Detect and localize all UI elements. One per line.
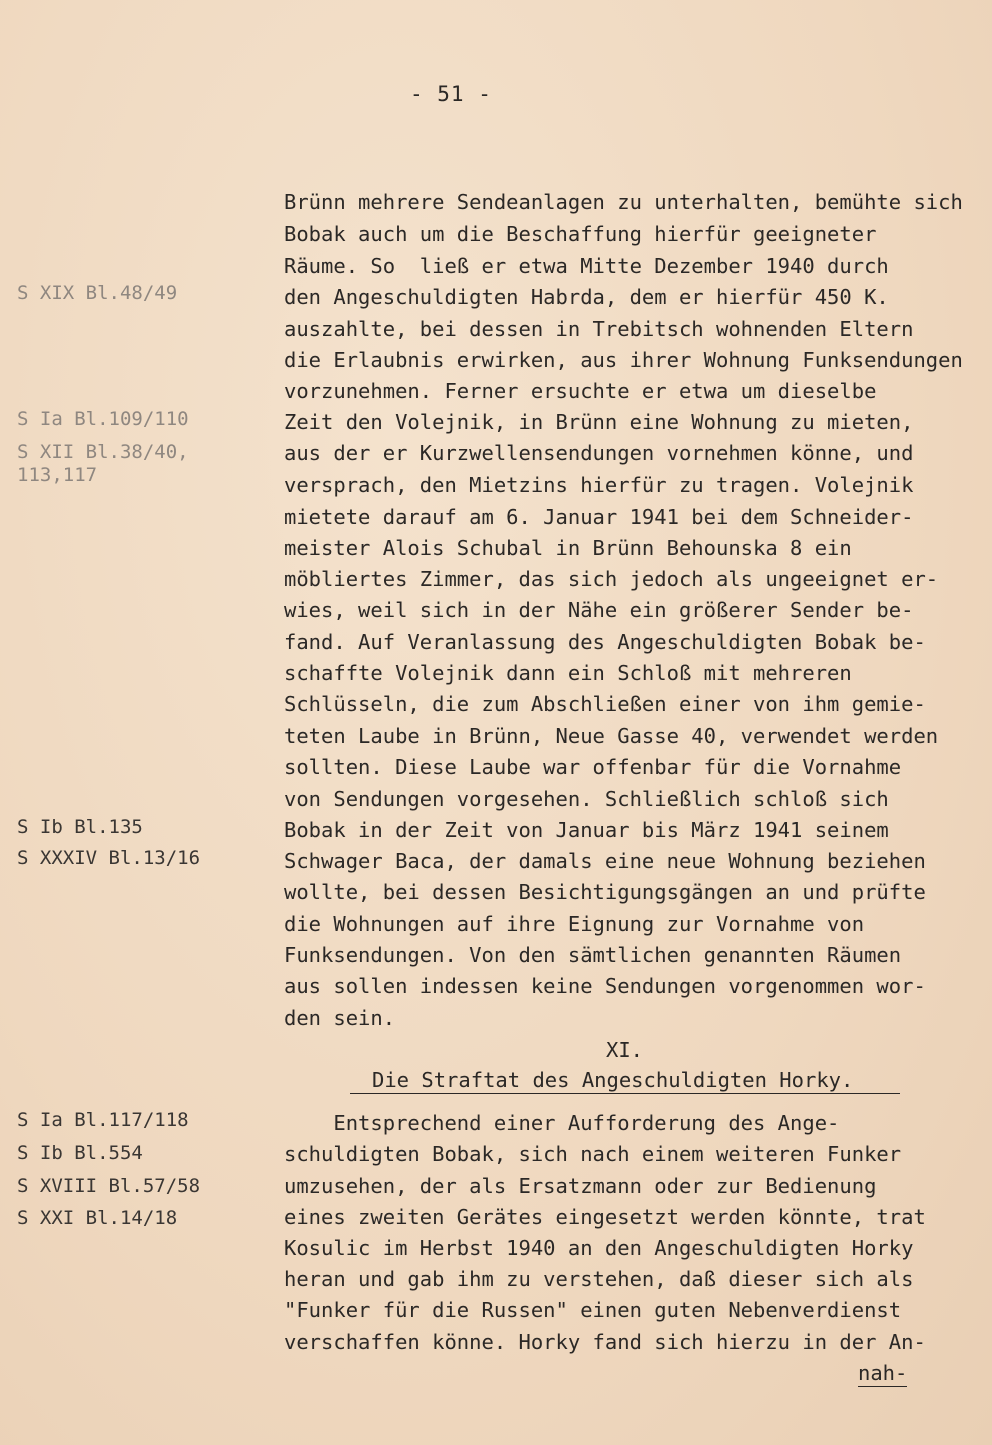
text-line: Räume. So ließ er etwa Mitte Dezember 1940 durch <box>284 254 889 278</box>
catchword: nah- <box>858 1361 908 1385</box>
text-line: Schwager Baca, der damals eine neue Wohnung beziehen <box>284 849 926 873</box>
text-line: heran und gab ihm zu verstehen, daß dieser sich als <box>284 1267 914 1291</box>
margin-note: S Ia Bl.117/118 <box>17 1109 189 1131</box>
text-line: möbliertes Zimmer, das sich jedoch als ungeeignet er- <box>284 567 939 591</box>
text-line: umzusehen, der als Ersatzmann oder zur Bedienung <box>284 1174 877 1198</box>
text-line: schuldigten Bobak, sich nach einem weiteren Funker <box>284 1142 902 1166</box>
text-line: sollten. Diese Laube war offenbar für die Vornahme <box>284 755 902 779</box>
text-line: aus sollen indessen keine Sendungen vorgenommen wor- <box>284 974 926 998</box>
text-line: Funksendungen. Von den sämtlichen genannten Räumen <box>284 943 902 967</box>
section-title <box>350 1070 900 1094</box>
text-line: Zeit den Volejnik, in Brünn eine Wohnung zu mieten, <box>284 410 914 434</box>
text-line: schaffte Volejnik dann ein Schloß mit mehreren <box>284 661 852 685</box>
text-line: Brünn mehrere Sendeanlagen zu unterhalten, bemühte sich <box>284 190 963 214</box>
margin-note: S XXI Bl.14/18 <box>17 1207 178 1229</box>
text-line: eines zweiten Gerätes eingesetzt werden könnte, trat <box>284 1205 926 1229</box>
text-line: vorzunehmen. Ferner ersuchte er etwa um dieselbe <box>284 379 877 403</box>
margin-note: S XVIII Bl.57/58 <box>17 1175 201 1197</box>
text-line: wollte, bei dessen Besichtigungsgängen an und prüfte <box>284 880 926 904</box>
text-line: die Erlaubnis erwirken, aus ihrer Wohnung Funksendungen <box>284 348 963 372</box>
text-line: aus der er Kurzwellensendungen vornehmen könne, und <box>284 441 914 465</box>
text-line: auszahlte, bei dessen in Trebitsch wohnenden Eltern <box>284 317 914 341</box>
text-line: mietete darauf am 6. Januar 1941 bei dem Schneider- <box>284 505 914 529</box>
margin-note: S XIX Bl.48/49 <box>17 282 178 304</box>
margin-note: S Ib Bl.135 <box>17 816 143 838</box>
text-line: Schlüsseln, die zum Abschließen einer von ihm gemie- <box>284 692 926 716</box>
text-line: die Wohnungen auf ihre Eignung zur Vornahme von <box>284 912 865 936</box>
text-line: den Angeschuldigten Habrda, dem er hierfür 450 K. <box>284 285 889 309</box>
text-line: Entsprechend einer Aufforderung des Ange- <box>284 1111 840 1135</box>
text-line: versprach, den Mietzins hierfür zu tragen. Volejnik <box>284 473 914 497</box>
margin-note: S XII Bl.38/40, <box>17 441 189 463</box>
section-title-text: Die Straftat des Angeschuldigten Horky. <box>372 1068 854 1092</box>
margin-note: 113,117 <box>17 464 98 486</box>
text-line: fand. Auf Veranlassung des Angeschuldigten Bobak be- <box>284 630 926 654</box>
margin-note: S XXXIV Bl.13/16 <box>17 847 201 869</box>
text-line: Kosulic im Herbst 1940 an den Angeschuldigten Horky <box>284 1236 914 1260</box>
text-line: den sein. <box>284 1006 396 1030</box>
section-number: XI. <box>606 1038 644 1062</box>
margin-note: S Ia Bl.109/110 <box>17 408 189 430</box>
text-line: Bobak in der Zeit von Januar bis März 1941 seinem <box>284 818 889 842</box>
text-line: wies, weil sich in der Nähe ein größerer Sender be- <box>284 598 914 622</box>
text-line: Bobak auch um die Beschaffung hierfür geeigneter <box>284 222 877 246</box>
margin-note: S Ib Bl.554 <box>17 1142 143 1164</box>
text-line: teten Laube in Brünn, Neue Gasse 40, verwendet werden <box>284 724 939 748</box>
page-number: - 51 - <box>410 82 492 106</box>
text-line: meister Alois Schubal in Brünn Behounska 8 ein <box>284 536 852 560</box>
text-line: "Funker für die Russen" einen guten Nebenverdienst <box>284 1298 902 1322</box>
text-line: von Sendungen vorgesehen. Schließlich schloß sich <box>284 787 889 811</box>
text-line: verschaffen könne. Horky fand sich hierzu in der An- <box>284 1330 926 1354</box>
